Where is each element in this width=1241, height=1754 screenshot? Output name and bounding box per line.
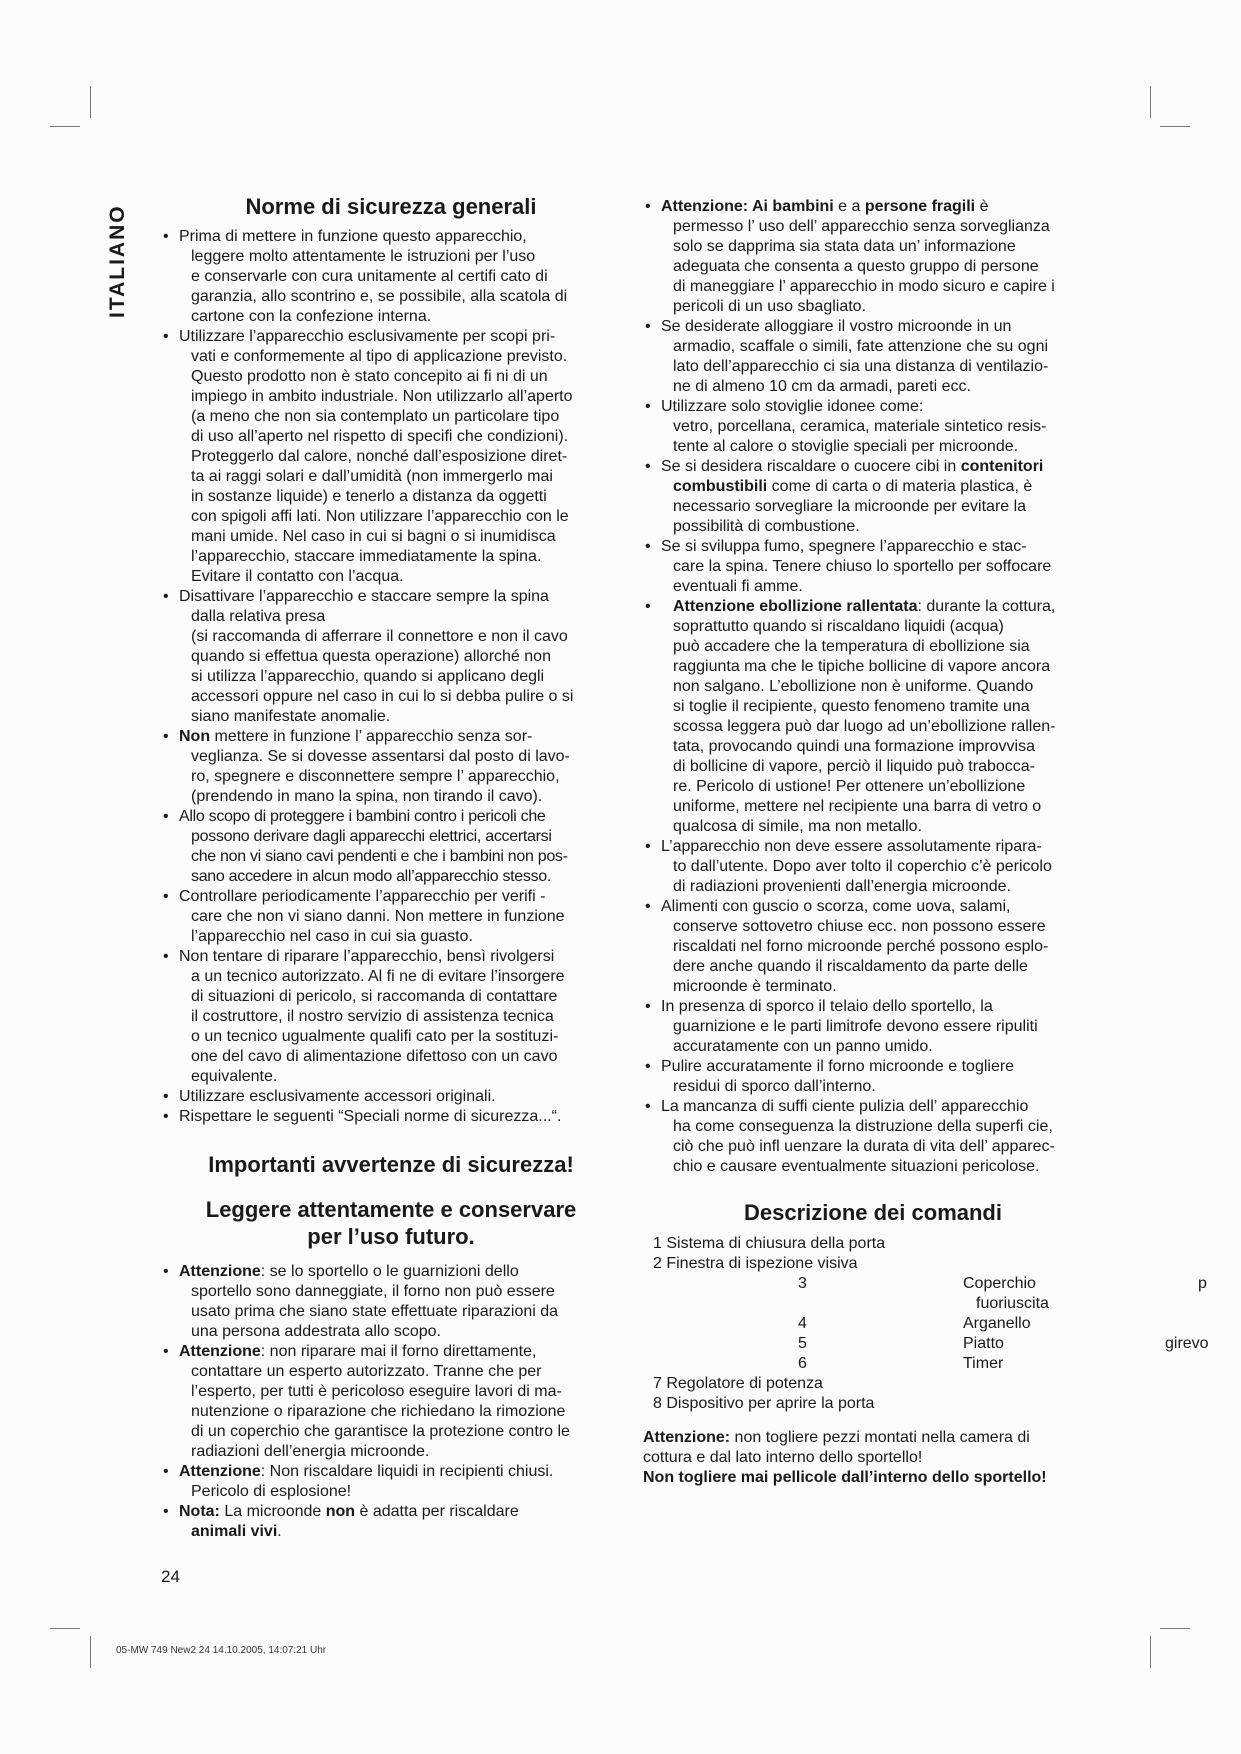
important-warnings-list — [161, 1262, 621, 1542]
left-column — [161, 193, 621, 1542]
list-item: • Attenzione ebollizione rallentata: durante la cottura, soprattutto quando si riscaldano liquidi (acqua) può accadere che la temperatura di ebollizione sia raggiunta ma che le tipiche bollicine di vapore ancora non salgano. L’ebollizione non è uniforme. Quando si toglie il recipiente, questo fenomeno tramite una scossa leggera può dar luogo ad un’ebollizione rallen- tata, provocando quindi una formazione improvvisa di bollicine di vapore, perciò il liquido può trabocca- re. Pericolo di ustione! Per ottenere un’ebollizione uniforme, mettere nel recipiente una barra di vetro o qualcosa di simile, ma non metallo. — [643, 597, 1103, 837]
control-item: 8 Dispositivo per aprire la porta — [653, 1395, 875, 1412]
list-item: • Prima di mettere in funzione questo apparecchio, leggere molto attentamente le istruzioni per l’uso e conservarle con cura unitamente al certifi cato di garanzia, allo scontrino e, se possibile, alla scatola di cartone con la confezione interna. — [161, 227, 621, 327]
list-item: • Utilizzare solo stoviglie idonee come: vetro, porcellana, ceramica, materiale sintetico resis- tente al calore o stoviglie speciali per microonde. — [643, 397, 1103, 457]
control-item: fuoriuscita — [976, 1295, 1049, 1312]
attention-note: Attenzione: non togliere pezzi montati nella camera di cottura e dal lato interno dello sportello! Non togliere mai pellicole dall’interno dello sportello! — [643, 1428, 1103, 1488]
crop-mark-top-right-h — [1160, 126, 1190, 127]
crop-mark-bottom-right-h — [1160, 1628, 1190, 1629]
list-item: • Allo scopo di proteggere i bambini contro i pericoli che possono derivare dagli apparecchi elettrici, accertarsi che non vi siano cavi pendenti e che i bambini non pos- sano accedere in alcun modo all’apparecchio stesso. — [161, 807, 621, 887]
crop-mark-bottom-left-h — [50, 1628, 80, 1629]
list-item: • Attenzione: se lo sportello o le guarnizioni dello sportello sono danneggiate, il forno non può essere usato prima che siano state effettuate riparazioni da una persona addestrata allo scopo. — [161, 1262, 621, 1342]
list-item: • In presenza di sporco il telaio dello sportello, la guarnizione e le parti limitrofe devono essere ripuliti accuratamente con un panno umido. — [643, 997, 1103, 1057]
crop-mark-bottom-right-v — [1150, 1636, 1151, 1668]
control-item: 3 Coperchio p — [798, 1275, 1207, 1292]
general-safety-list — [161, 227, 621, 1127]
list-item: • Pulire accuratamente il forno microonde e togliere residui di sporco dall’interno. — [643, 1057, 1103, 1097]
read-carefully-title-line1: Leggere attentamente e conservare — [205, 1197, 577, 1222]
list-item: • Attenzione: non riparare mai il forno direttamente, contattare un esperto autorizzato. Tranne che per l’esperto, per tutti è pericoloso eseguire lavori di ma- nutenzione o riparazione che richiedano la rimozione di un coperchio che garantisce la protezione contro le radiazioni dell’energia microonde. — [161, 1342, 621, 1462]
list-item: • Attenzione: Ai bambini e a persone fragili è permesso l’ uso dell’ apparecchio senza sorveglianza solo se dapprima sia stata data un’ informazione adeguata che consenta a questo gruppo di persone di maneggiare l’ apparecchio in modo sicuro e capire i pericoli di un uso sbagliato. — [643, 197, 1103, 317]
general-safety-title: Norme di sicurezza generali — [245, 194, 537, 219]
list-item: • Attenzione: Non riscaldare liquidi in recipienti chiusi. Pericolo di esplosione! — [161, 1462, 621, 1502]
control-item: 6 Timer — [798, 1355, 1004, 1372]
list-item: • Controllare periodicamente l’apparecchio per verifi - care che non vi siano danni. Non mettere in funzione l’apparecchio nel caso in cui sia guasto. — [161, 887, 621, 947]
crop-mark-top-right-v — [1150, 86, 1151, 118]
list-item: • La mancanza di suffi ciente pulizia dell’ apparecchio ha come conseguenza la distruzione della superfi cie, ciò che può infl uenzare la durata di vita dell’ apparec- chio e causare eventualmente situazioni pericolose. — [643, 1097, 1103, 1177]
right-column — [643, 197, 1209, 1488]
controls-list — [643, 1234, 1209, 1414]
print-footer: 05-MW 749 New2 24 14.10.2005, 14:07:21 Uhr — [116, 1645, 327, 1656]
list-item: • Utilizzare l’apparecchio esclusivamente per scopi pri- vati e conformemente al tipo di applicazione previsto. Questo prodotto non è stato concepito ai fi ni di un impiego in ambito industriale. Non utilizzarlo all’aperto (a meno che non sia contemplato un particolare tipo di uso all’aperto nel rispetto di specifi che condizioni). Proteggerlo dal calore, nonché dall’esposizione diret- ta ai raggi solari e dall’umidità (non immergerlo mai in sostanze liquide) e tenerlo a distanza da oggetti con spigoli affi lati. Non utilizzare l’apparecchio con le mani umide. Nel caso in cui si bagni o si inumidisca l’apparecchio, staccare immediatamente la spina. Evitare il contatto con l’acqua. — [161, 327, 621, 587]
list-item: • Se si sviluppa fumo, spegnere l’apparecchio e stac- care la spina. Tenere chiuso lo sportello per soffocare eventuali fi amme. — [643, 537, 1103, 597]
list-item: • Disattivare l’apparecchio e staccare sempre la spina dalla relativa presa (si raccomanda di afferrare il connettore e non il cavo quando si effettua questa operazione) allorché non si utilizza l’apparecchio, quando si applicano degli accessori oppure nel caso in cui lo si debba pulire o si siano manifestate anomalie. — [161, 587, 621, 727]
list-item: • Nota: La microonde non è adatta per riscaldare animali vivi. — [161, 1502, 621, 1542]
list-item: • L’apparecchio non deve essere assolutamente ripara- to dall’utente. Dopo aver tolto il coperchio c’è pericolo di radiazioni provenienti dall’energia microonde. — [643, 837, 1103, 897]
crop-mark-top-left-h — [50, 126, 80, 127]
controls-title: Descrizione dei comandi — [744, 1200, 1002, 1225]
crop-mark-top-left-v — [90, 86, 91, 118]
crop-mark-bottom-left-v — [90, 1636, 91, 1668]
additional-safety-list — [643, 197, 1103, 1177]
list-item: • Non mettere in funzione l’ apparecchio senza sor- veglianza. Se si dovesse assentarsi dal posto di lavo- ro, spegnere e disconnettere sempre l’ apparecchio, (prendendo in mano la spina, non tirando il cavo). — [161, 727, 621, 807]
important-warnings-title: Importanti avvertenze di sicurezza! — [208, 1152, 574, 1177]
control-item: 4 Arganello — [798, 1315, 1031, 1332]
read-carefully-title-line2: per l’uso futuro. — [307, 1224, 475, 1249]
language-side-label: ITALIANO — [106, 204, 129, 318]
list-item: • Se desiderate alloggiare il vostro microonde in un armadio, scaffale o simili, fate attenzione che su ogni lato dell’apparecchio ci sia una distanza di ventilazio- ne di almeno 10 cm da armadi, pareti ecc. — [643, 317, 1103, 397]
list-item: • Se si desidera riscaldare o cuocere cibi in contenitori combustibili come di carta o di materia plastica, è necessario sorvegliare la microonde per evitare la possibilità di combustione. — [643, 457, 1103, 537]
page-number: 24 — [161, 1567, 180, 1586]
list-item: • Non tentare di riparare l’apparecchio, bensì rivolgersi a un tecnico autorizzato. Al fi ne di evitare l’insorgere di situazioni di pericolo, si raccomanda di contattare il costruttore, il nostro servizio di assistenza tecnica o un tecnico ugualmente qualifi cato per la sostituzi- one del cavo di alimentazione difettoso con un cavo equivalente. — [161, 947, 621, 1087]
control-item: 1 Sistema di chiusura della porta — [653, 1235, 886, 1252]
attention-note-bold: Non togliere mai pellicole dall’interno dello sportello! — [643, 1469, 1047, 1486]
control-item: 2 Finestra di ispezione visiva — [653, 1255, 858, 1272]
control-item: 7 Regolatore di potenza — [653, 1375, 823, 1392]
list-item: • Utilizzare esclusivamente accessori originali. — [161, 1087, 621, 1107]
list-item: • Alimenti con guscio o scorza, come uova, salami, conserve sottovetro chiuse ecc. non possono essere riscaldati nel forno microonde perché possono esplo- dere anche quando il riscaldamento da parte delle microonde è terminato. — [643, 897, 1103, 997]
list-item: • Rispettare le seguenti “Speciali norme di sicurezza...“. — [161, 1107, 621, 1127]
control-item: 5 Piatto girevo — [798, 1335, 1209, 1352]
